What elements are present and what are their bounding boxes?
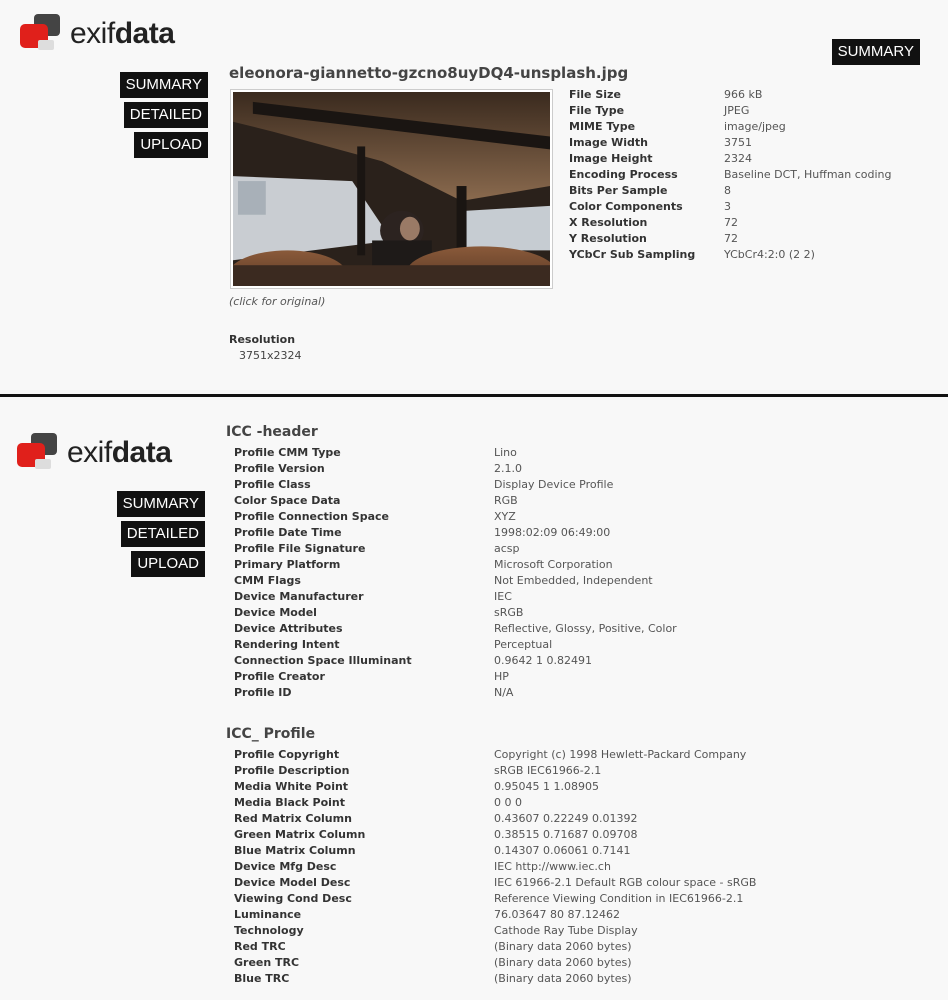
field-label: Blue TRC bbox=[234, 972, 290, 985]
table-row bbox=[234, 477, 677, 493]
field-label: Profile Class bbox=[234, 478, 311, 491]
field-label: Red TRC bbox=[234, 940, 286, 953]
table-row bbox=[569, 103, 892, 119]
logo-text: exifdata bbox=[70, 17, 175, 50]
field-label: Device Attributes bbox=[234, 622, 343, 635]
field-label: Color Space Data bbox=[234, 494, 341, 507]
resolution-label: Resolution bbox=[229, 333, 296, 346]
field-label: Device Model Desc bbox=[234, 876, 351, 889]
table-row bbox=[234, 859, 756, 875]
field-value: 2324 bbox=[724, 152, 752, 165]
table-row bbox=[234, 589, 677, 605]
field-value: 0.9642 1 0.82491 bbox=[494, 654, 592, 667]
icc-profile-table bbox=[234, 747, 756, 987]
table-row bbox=[234, 509, 677, 525]
table-row bbox=[234, 445, 677, 461]
icc-header-table bbox=[234, 445, 677, 701]
table-row bbox=[234, 971, 756, 987]
field-label: Technology bbox=[234, 924, 304, 937]
field-value: IEC http://www.iec.ch bbox=[494, 860, 611, 873]
field-label: MIME Type bbox=[569, 120, 636, 133]
side-nav bbox=[120, 72, 208, 162]
nav-summary-button[interactable]: SUMMARY bbox=[117, 491, 205, 517]
field-value: 3 bbox=[724, 200, 731, 213]
field-label: Profile Connection Space bbox=[234, 510, 389, 523]
table-row bbox=[569, 183, 892, 199]
field-label: Blue Matrix Column bbox=[234, 844, 356, 857]
field-value: Microsoft Corporation bbox=[494, 558, 613, 571]
field-value: 0.38515 0.71687 0.09708 bbox=[494, 828, 638, 841]
table-row bbox=[234, 541, 677, 557]
field-value: 966 kB bbox=[724, 88, 763, 101]
table-row bbox=[234, 779, 756, 795]
field-value: IEC 61966-2.1 Default RGB colour space - sRGB bbox=[494, 876, 757, 889]
field-label: Viewing Cond Desc bbox=[234, 892, 352, 905]
table-row bbox=[234, 955, 756, 971]
field-value: image/jpeg bbox=[724, 120, 786, 133]
field-value: 0 0 0 bbox=[494, 796, 522, 809]
field-value: JPEG bbox=[724, 104, 750, 117]
field-value: RGB bbox=[494, 494, 518, 507]
exifdata-logo-icon bbox=[20, 14, 64, 54]
photo-image bbox=[233, 92, 550, 286]
nav-upload-button[interactable]: UPLOAD bbox=[131, 551, 205, 577]
table-row bbox=[234, 685, 677, 701]
icc-header-title: ICC -header bbox=[226, 424, 318, 440]
field-value: N/A bbox=[494, 686, 514, 699]
table-row bbox=[234, 669, 677, 685]
field-label: Profile Description bbox=[234, 764, 350, 777]
field-label: Device Model bbox=[234, 606, 317, 619]
table-row bbox=[234, 653, 677, 669]
field-value: (Binary data 2060 bytes) bbox=[494, 956, 632, 969]
field-label: Profile Copyright bbox=[234, 748, 340, 761]
image-thumbnail[interactable] bbox=[230, 89, 553, 289]
field-label: File Type bbox=[569, 104, 625, 117]
field-value: IEC bbox=[494, 590, 512, 603]
field-value: Copyright (c) 1998 Hewlett-Packard Company bbox=[494, 748, 747, 761]
table-row bbox=[234, 939, 756, 955]
field-value: HP bbox=[494, 670, 509, 683]
field-label: Profile Version bbox=[234, 462, 325, 475]
table-row bbox=[569, 135, 892, 151]
icc-profile-title: ICC_ Profile bbox=[226, 726, 316, 742]
field-label: Red Matrix Column bbox=[234, 812, 352, 825]
field-value: Not Embedded, Independent bbox=[494, 574, 653, 587]
field-value: YCbCr4:2:0 (2 2) bbox=[724, 248, 815, 261]
field-value: Cathode Ray Tube Display bbox=[494, 924, 638, 937]
nav-summary-button[interactable]: SUMMARY bbox=[120, 72, 208, 98]
table-row bbox=[234, 875, 756, 891]
field-label: Device Mfg Desc bbox=[234, 860, 337, 873]
field-value: XYZ bbox=[494, 510, 516, 523]
field-label: X Resolution bbox=[569, 216, 648, 229]
table-row bbox=[569, 231, 892, 247]
resolution-value: 3751x2324 bbox=[239, 349, 302, 362]
table-row bbox=[234, 747, 756, 763]
field-value: 72 bbox=[724, 216, 738, 229]
field-value: 1998:02:09 06:49:00 bbox=[494, 526, 611, 539]
table-row bbox=[569, 167, 892, 183]
side-nav bbox=[117, 491, 205, 581]
field-value: Reference Viewing Condition in IEC61966-2.1 bbox=[494, 892, 744, 905]
nav-detailed-button[interactable]: DETAILED bbox=[121, 521, 205, 547]
field-value: sRGB IEC61966-2.1 bbox=[494, 764, 602, 777]
table-row bbox=[234, 843, 756, 859]
site-logo[interactable] bbox=[17, 433, 171, 473]
field-value: Reflective, Glossy, Positive, Color bbox=[494, 622, 677, 635]
table-row bbox=[569, 247, 892, 263]
field-label: Profile Creator bbox=[234, 670, 325, 683]
table-row bbox=[569, 151, 892, 167]
field-label: Image Width bbox=[569, 136, 649, 149]
field-value: Display Device Profile bbox=[494, 478, 614, 491]
field-value: (Binary data 2060 bytes) bbox=[494, 940, 632, 953]
table-row bbox=[569, 87, 892, 103]
table-row bbox=[569, 215, 892, 231]
table-row bbox=[234, 557, 677, 573]
field-value: sRGB bbox=[494, 606, 524, 619]
field-label: Color Components bbox=[569, 200, 683, 213]
table-row bbox=[234, 811, 756, 827]
table-row bbox=[234, 573, 677, 589]
field-value: 3751 bbox=[724, 136, 752, 149]
table-row bbox=[234, 795, 756, 811]
field-value: 0.95045 1 1.08905 bbox=[494, 780, 599, 793]
table-row bbox=[234, 763, 756, 779]
field-label: Profile CMM Type bbox=[234, 446, 341, 459]
field-value: 0.14307 0.06061 0.7141 bbox=[494, 844, 631, 857]
table-row bbox=[234, 461, 677, 477]
field-label: Green Matrix Column bbox=[234, 828, 366, 841]
table-row bbox=[234, 923, 756, 939]
summary-button[interactable]: SUMMARY bbox=[832, 39, 920, 65]
table-row bbox=[234, 621, 677, 637]
logo-text: exifdata bbox=[67, 436, 172, 469]
table-row bbox=[234, 637, 677, 653]
field-label: Luminance bbox=[234, 908, 302, 921]
field-value: 8 bbox=[724, 184, 731, 197]
field-label: Rendering Intent bbox=[234, 638, 340, 651]
field-label: Primary Platform bbox=[234, 558, 341, 571]
summary-panel bbox=[0, 0, 948, 394]
table-row bbox=[234, 827, 756, 843]
field-label: Profile Date Time bbox=[234, 526, 342, 539]
field-label: YCbCr Sub Sampling bbox=[569, 248, 696, 261]
field-value: Perceptual bbox=[494, 638, 553, 651]
field-value: 72 bbox=[724, 232, 738, 245]
table-row bbox=[234, 891, 756, 907]
field-label: Bits Per Sample bbox=[569, 184, 668, 197]
field-value: 0.43607 0.22249 0.01392 bbox=[494, 812, 638, 825]
field-value: Baseline DCT, Huffman coding bbox=[724, 168, 892, 181]
field-label: Connection Space Illuminant bbox=[234, 654, 412, 667]
nav-upload-button[interactable]: UPLOAD bbox=[134, 132, 208, 158]
field-label: Profile ID bbox=[234, 686, 292, 699]
image-caption-link[interactable]: (click for original) bbox=[229, 295, 326, 308]
nav-detailed-button[interactable]: DETAILED bbox=[124, 102, 208, 128]
field-value: (Binary data 2060 bytes) bbox=[494, 972, 632, 985]
summary-table bbox=[569, 87, 892, 263]
table-row bbox=[569, 119, 892, 135]
table-row bbox=[234, 493, 677, 509]
field-value: 2.1.0 bbox=[494, 462, 522, 475]
file-name-title: eleonora-giannetto-gzcno8uyDQ4-unsplash.jpg bbox=[229, 64, 629, 82]
field-label: CMM Flags bbox=[234, 574, 301, 587]
field-label: Media White Point bbox=[234, 780, 349, 793]
field-label: File Size bbox=[569, 88, 621, 101]
field-label: Profile File Signature bbox=[234, 542, 366, 555]
field-value: 76.03647 80 87.12462 bbox=[494, 908, 620, 921]
site-logo[interactable] bbox=[20, 14, 174, 54]
field-value: Lino bbox=[494, 446, 517, 459]
table-row bbox=[234, 605, 677, 621]
field-label: Encoding Process bbox=[569, 168, 678, 181]
field-label: Y Resolution bbox=[569, 232, 647, 245]
table-row bbox=[234, 907, 756, 923]
field-label: Device Manufacturer bbox=[234, 590, 364, 603]
table-row bbox=[234, 525, 677, 541]
field-label: Image Height bbox=[569, 152, 653, 165]
field-label: Media Black Point bbox=[234, 796, 346, 809]
exifdata-logo-icon bbox=[17, 433, 61, 473]
field-label: Green TRC bbox=[234, 956, 300, 969]
table-row bbox=[569, 199, 892, 215]
field-value: acsp bbox=[494, 542, 520, 555]
